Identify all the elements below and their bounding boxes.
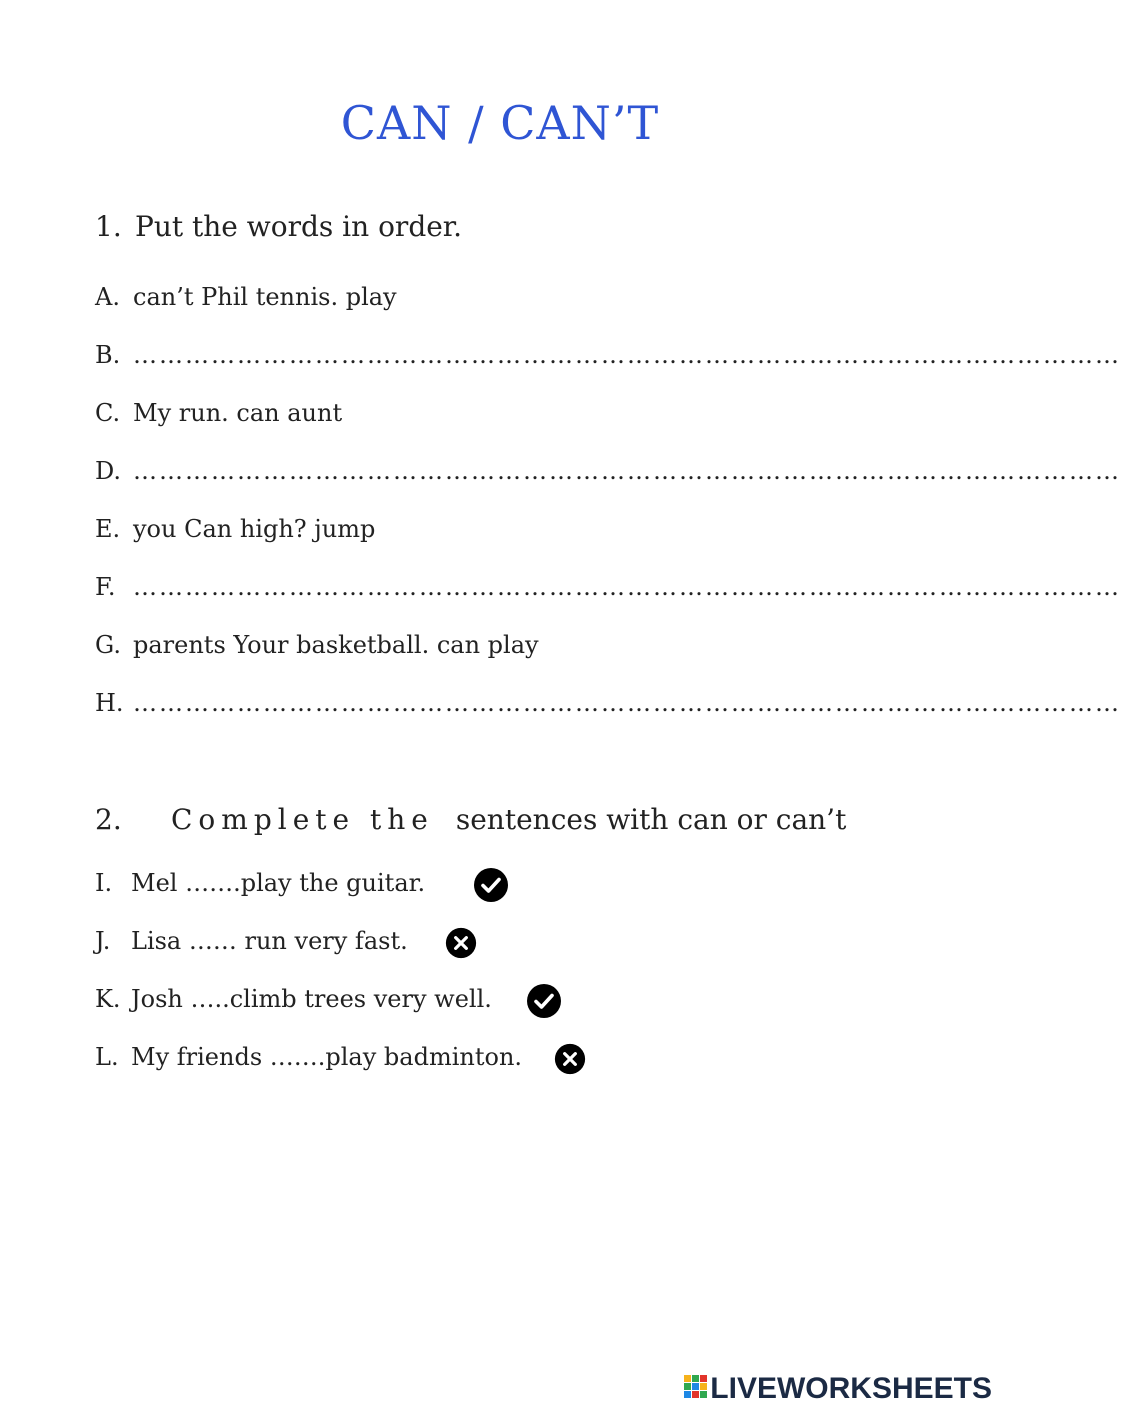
item-text: My friends …….play badminton.: [131, 1043, 523, 1071]
brand-logo: [684, 1371, 992, 1407]
list-item: [95, 280, 397, 314]
item-letter: E.: [95, 515, 121, 543]
item-letter: F.: [95, 573, 116, 601]
item-text: parents Your basketball. can play: [133, 631, 539, 659]
answer-dots[interactable]: ……………………………………………………………………………………………………: [133, 341, 1121, 369]
section2-number: 2.: [95, 803, 122, 836]
list-item: [95, 512, 375, 546]
item-letter: C.: [95, 399, 121, 427]
section2-heading-spaced: Complete the: [171, 803, 434, 836]
page-title: CAN / CAN’T: [340, 96, 660, 150]
brand-name: LIVEWORKSHEETS: [710, 1372, 992, 1405]
list-item: [95, 396, 342, 430]
item-letter: L.: [95, 1043, 119, 1071]
item-letter: D.: [95, 457, 122, 485]
list-item: [95, 866, 509, 900]
item-text: you Can high? jump: [133, 515, 376, 543]
item-text: Lisa …… run very fast.: [131, 927, 408, 955]
section2-heading: [95, 803, 846, 836]
answer-line[interactable]: [95, 570, 1121, 604]
answer-line[interactable]: [95, 454, 1121, 488]
list-item: [95, 1040, 586, 1074]
item-letter: A.: [95, 283, 120, 311]
list-item: [95, 628, 539, 662]
answer-line[interactable]: [95, 686, 1121, 720]
item-letter: K.: [95, 985, 121, 1013]
check-circle-icon: [473, 867, 509, 903]
item-letter: I.: [95, 869, 113, 897]
section1-heading: [95, 210, 462, 243]
section1-number: 1.: [95, 210, 122, 243]
item-text: Josh …..climb trees very well.: [131, 985, 492, 1013]
x-circle-icon: [554, 1043, 586, 1075]
x-circle-icon: [445, 927, 477, 959]
answer-line[interactable]: [95, 338, 1121, 372]
liveworksheets-logo-icon: [684, 1375, 708, 1403]
answer-dots[interactable]: ……………………………………………………………………………………………………: [133, 573, 1121, 601]
list-item: [95, 924, 477, 958]
item-letter: H.: [95, 689, 124, 717]
check-circle-icon: [526, 983, 562, 1019]
section1-heading-text: Put the words in order.: [135, 210, 463, 243]
item-text: can’t Phil tennis. play: [133, 283, 397, 311]
item-text: My run. can aunt: [133, 399, 343, 427]
answer-dots[interactable]: ……………………………………………………………………………………………………: [133, 689, 1121, 717]
item-letter: G.: [95, 631, 121, 659]
section2-heading-rest: sentences with can or can’t: [455, 803, 847, 836]
item-letter: J.: [95, 927, 111, 955]
list-item: [95, 982, 562, 1016]
answer-dots[interactable]: ……………………………………………………………………………………………………: [133, 457, 1121, 485]
item-letter: B.: [95, 341, 121, 369]
item-text: Mel …….play the guitar.: [131, 869, 426, 897]
